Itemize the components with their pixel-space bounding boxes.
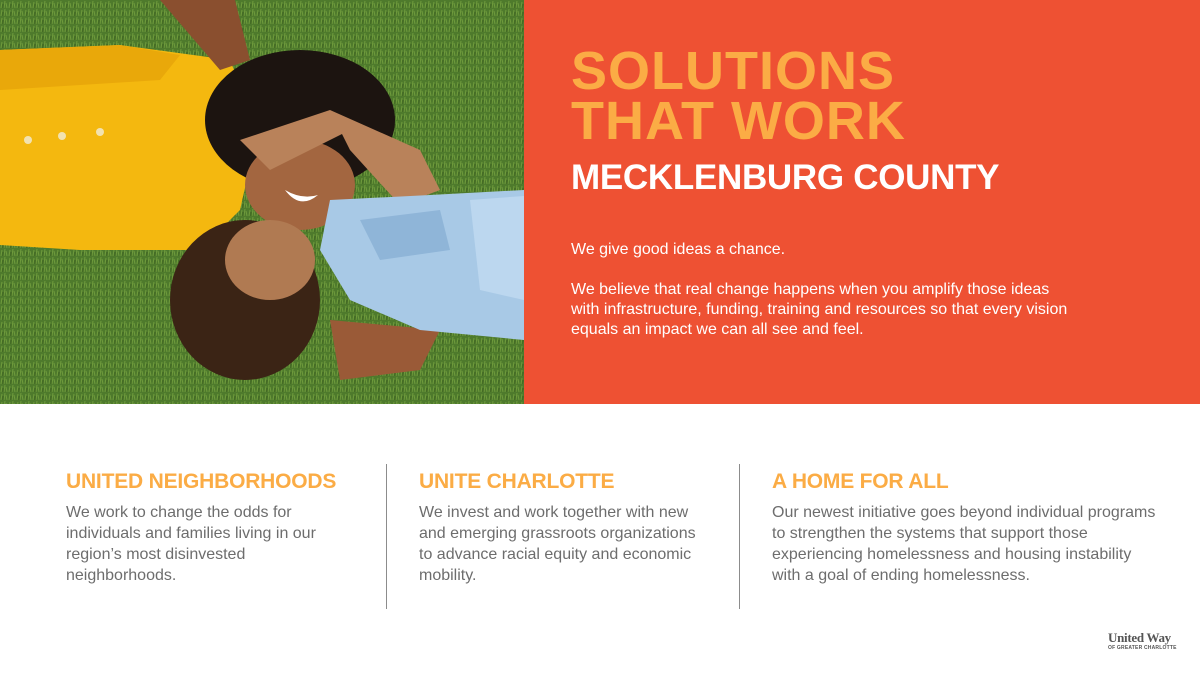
united-way-logo	[1108, 631, 1178, 655]
column-divider	[739, 464, 740, 609]
hero-photo	[0, 0, 524, 404]
column-title: UNITED NEIGHBORHOODS	[66, 470, 337, 493]
column-home-for-all	[772, 470, 1157, 586]
column-title: UNITE CHARLOTTE	[419, 470, 615, 493]
column-text: We work to change the odds for individuals and families living in our region’s most disinvested neighborhoods.	[66, 504, 316, 584]
intro-text	[571, 240, 1091, 360]
intro-line: We give good ideas a chance.	[571, 241, 786, 258]
column-united-neighborhoods	[66, 470, 356, 586]
column-text: Our newest initiative goes beyond individual programs to strengthen the systems that support those experiencing homelessness and housing instability with a goal of ending homelessness.	[772, 504, 1156, 584]
hero-panel	[524, 0, 1200, 404]
initiatives-section	[0, 404, 1200, 675]
column-divider	[386, 464, 387, 609]
intro-body: We believe that real change happens when you amplify those ideas with infrastructure, funding, training and resources so that every vision equals an impact we can all see and feel.	[571, 281, 1068, 338]
photo-mother-daughter-on-grass-icon	[0, 0, 524, 404]
headline-line-2: THAT WORK	[571, 91, 906, 151]
logo-name: United Way	[1108, 630, 1171, 645]
logo-sub: OF GREATER CHARLOTTE	[1108, 645, 1177, 651]
column-unite-charlotte	[419, 470, 709, 586]
headline	[571, 41, 906, 151]
subhead: MECKLENBURG COUNTY	[571, 158, 1000, 197]
column-title: A HOME FOR ALL	[772, 470, 949, 493]
column-text: We invest and work together with new and emerging grassroots organizations to advance racial equity and economic mobility.	[419, 504, 696, 584]
headline-line-1: SOLUTIONS	[571, 41, 896, 101]
